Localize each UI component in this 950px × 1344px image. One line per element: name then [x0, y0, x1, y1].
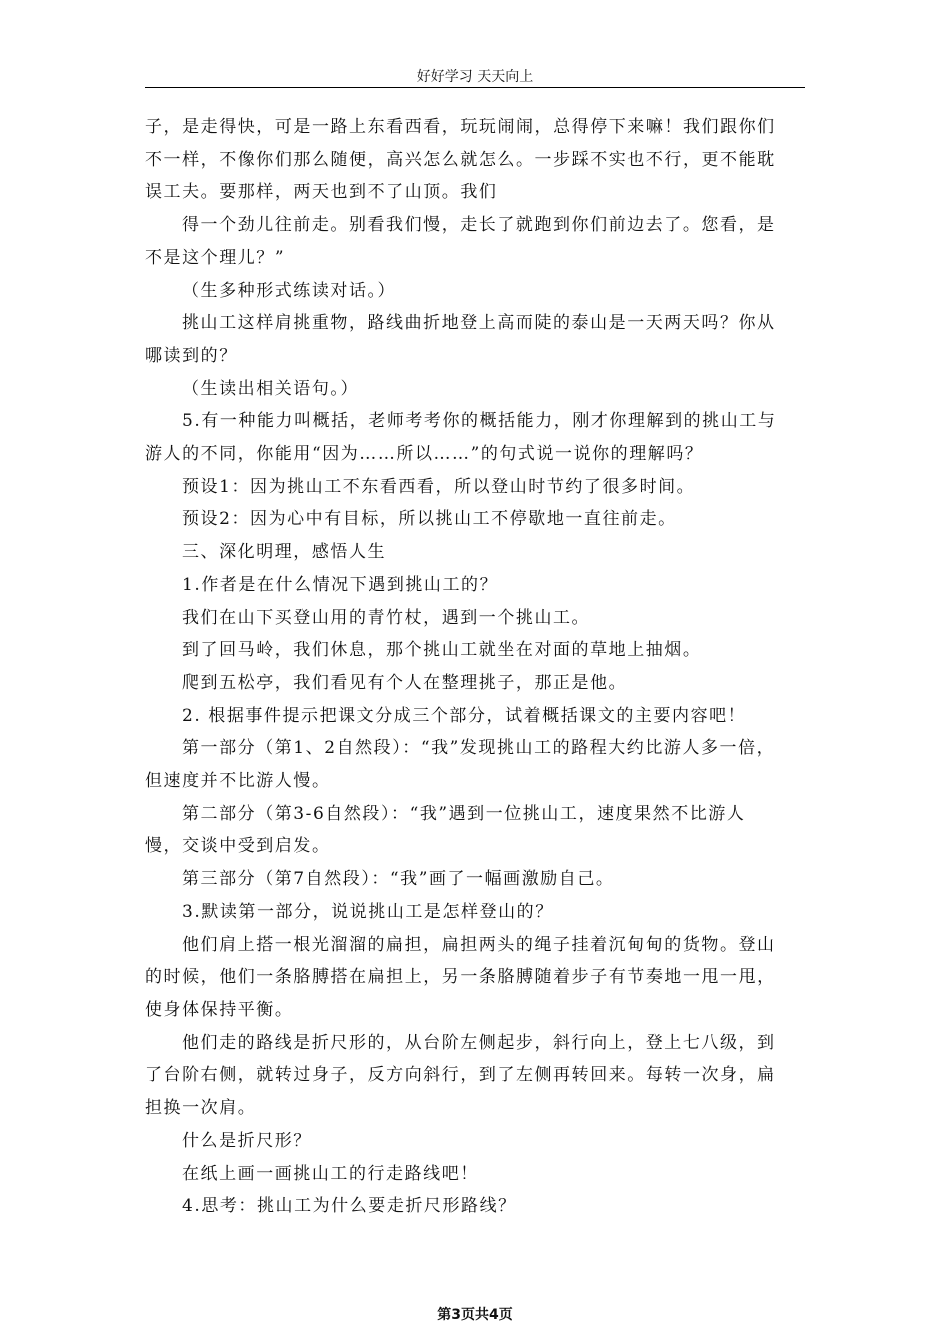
- document-body: [145, 111, 815, 1223]
- text-line: 但速度并不比游人慢。: [145, 771, 331, 792]
- text-line: 3.默读第一部分，说说挑山工是怎样登山的？: [182, 901, 554, 922]
- text-line: 哪读到的？: [145, 345, 238, 366]
- text-line: 了台阶右侧，就转过身子，反方向斜行，到了左侧再转回来。每转一次身，扁: [145, 1065, 776, 1086]
- text-line: 不是这个理儿？”: [145, 247, 286, 268]
- section-heading: 三、深化明理，感悟人生: [182, 542, 387, 563]
- page-number: 第3页共4页: [437, 1307, 513, 1323]
- text-line: 游人的不同，你能用“因为……所以……”的句式说一说你的理解吗？: [145, 444, 704, 465]
- text-line: 挑山工这样肩挑重物，路线曲折地登上高而陡的泰山是一天两天吗？你从: [182, 313, 776, 334]
- text-line: 第一部分（第1、2自然段）：“我”发现挑山工的路程大约比游人多一倍，: [182, 738, 776, 759]
- text-line: 他们肩上搭一根光溜溜的扁担，扁担两头的绳子挂着沉甸甸的货物。登山: [182, 934, 776, 955]
- text-line: 子，是走得快，可是一路上东看西看，玩玩闹闹，总得停下来嘛！我们跟你们: [145, 117, 776, 137]
- text-line: 在纸上画一画挑山工的行走路线吧！: [182, 1163, 479, 1184]
- text-line: （生读出相关语句。）: [182, 378, 359, 399]
- text-line: 什么是折尺形？: [182, 1130, 312, 1151]
- text-line: 误工夫。要那样，两天也到不了山顶。我们: [145, 182, 498, 203]
- text-line: 预设1：因为挑山工不东看西看，所以登山时节约了很多时间。: [182, 476, 696, 497]
- text-line: 2. 根据事件提示把课文分成三个部分，试着概括课文的主要内容吧！: [182, 705, 747, 726]
- text-line: 他们走的路线是折尺形的，从台阶左侧起步，斜行向上，登上七八级，到: [182, 1032, 776, 1053]
- text-line: 不一样，不像你们那么随便，高兴怎么就怎么。一步踩不实也不行，更不能耽: [145, 149, 776, 170]
- text-line: 爬到五松亭，我们看见有个人在整理挑子，那正是他。: [182, 672, 628, 693]
- text-line: 4.思考：挑山工为什么要走折尺形路线？: [182, 1196, 517, 1217]
- text-line: 的时候，他们一条胳膊搭在扁担上，另一条胳膊随着步子有节奏地一甩一甩，: [145, 967, 776, 988]
- text-line: 1.作者是在什么情况下遇到挑山工的？: [182, 574, 499, 595]
- text-line: 我们在山下买登山用的青竹杖，遇到一个挑山工。: [182, 607, 591, 628]
- text-line: 得一个劲儿往前走。别看我们慢，走长了就跑到你们前边去了。您看，是: [182, 215, 776, 236]
- text-line: 5.有一种能力叫概括，老师考考你的概括能力，刚才你理解到的挑山工与: [182, 411, 777, 432]
- header-divider: [145, 87, 805, 88]
- text-line: 第三部分（第7自然段）：“我”画了一幅画激励自己。: [182, 869, 615, 890]
- text-line: 担换一次肩。: [145, 1098, 257, 1119]
- text-line: 预设2：因为心中有目标，所以挑山工不停歇地一直往前走。: [182, 509, 677, 530]
- text-line: 使身体保持平衡。: [145, 999, 294, 1020]
- text-line: （生多种形式练读对话。）: [182, 280, 397, 301]
- text-line: 慢，交谈中受到启发。: [145, 836, 331, 857]
- page-header: 好好学习 天天向上: [416, 69, 534, 85]
- text-line: 第二部分（第3-6自然段）：“我”遇到一位挑山工，速度果然不比游人: [182, 803, 746, 824]
- text-line: 到了回马岭，我们休息，那个挑山工就坐在对面的草地上抽烟。: [182, 640, 702, 661]
